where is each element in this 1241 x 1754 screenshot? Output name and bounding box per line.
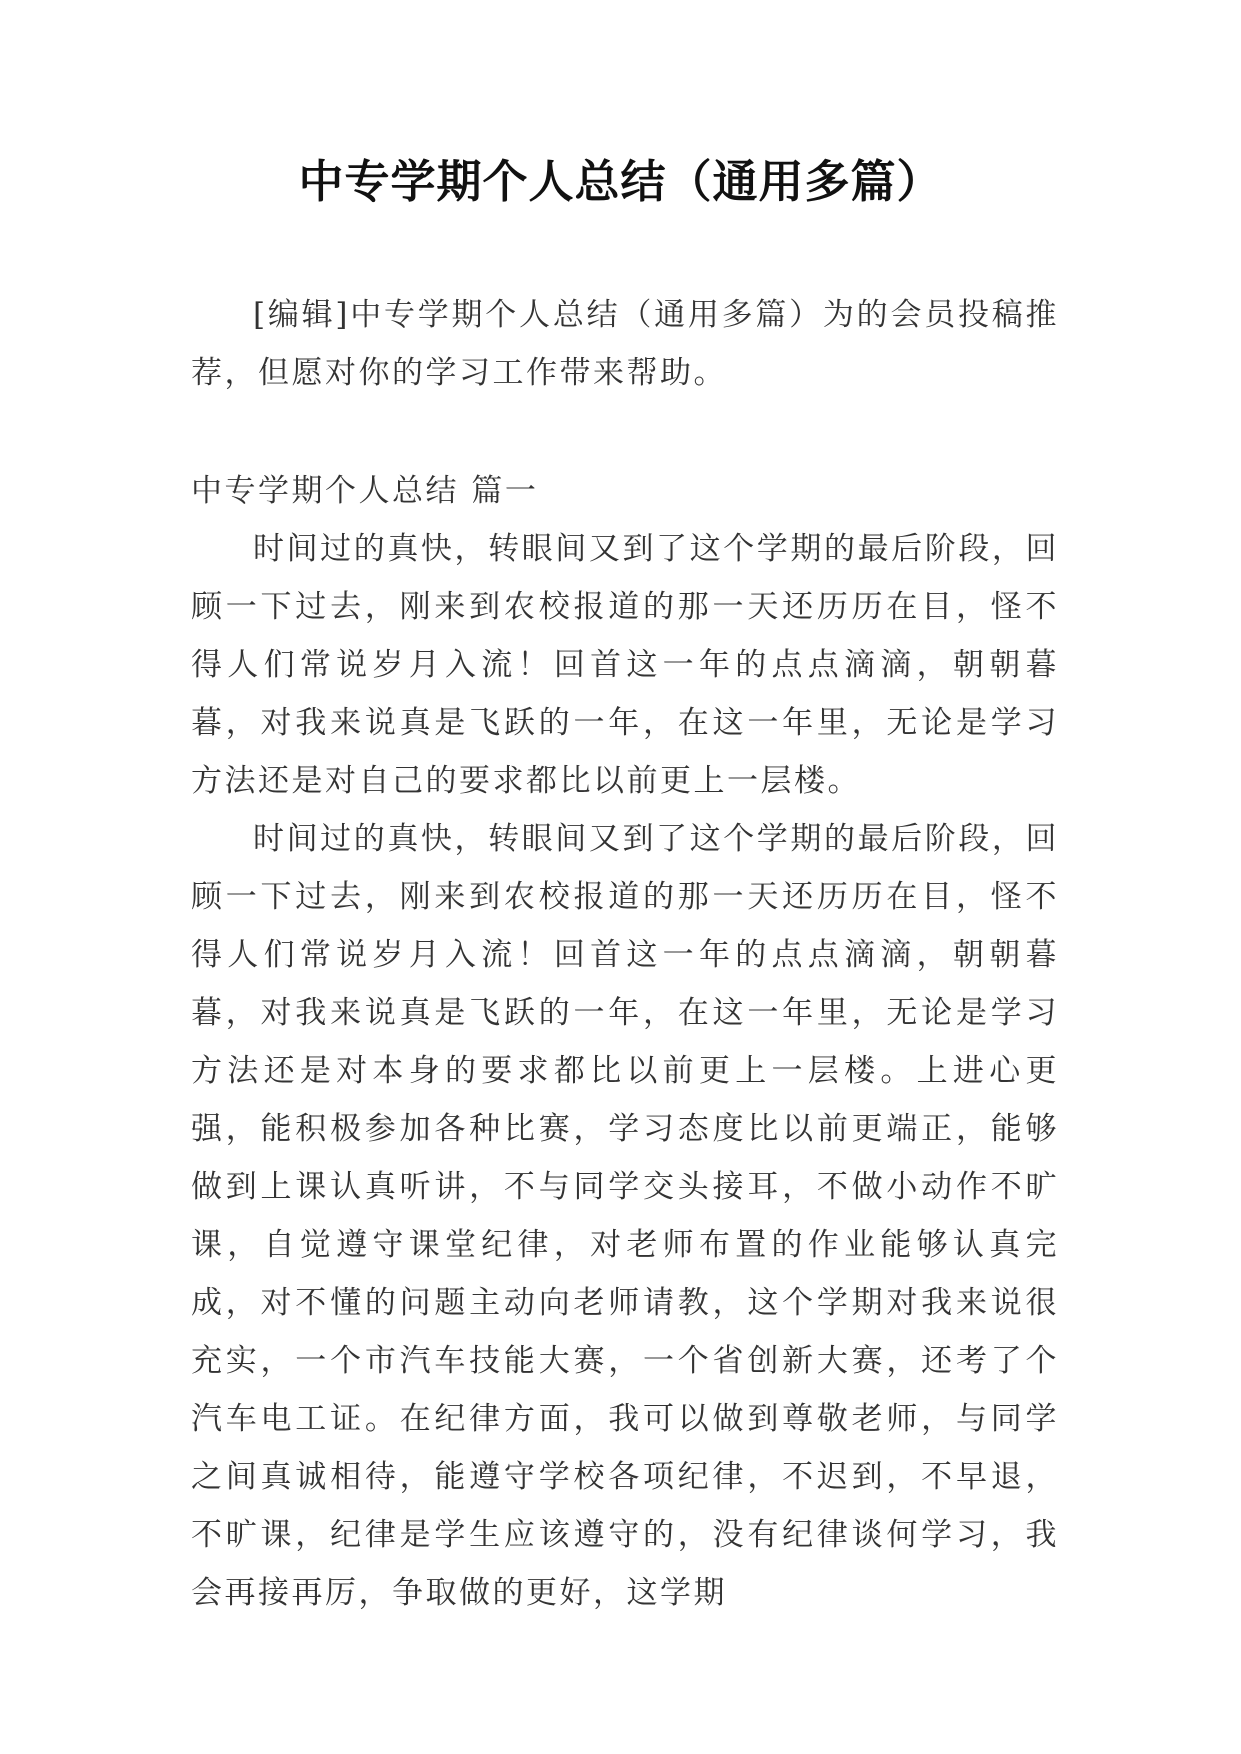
section-one <box>191 462 1059 1622</box>
section-heading: 中专学期个人总结 篇一 <box>191 473 539 509</box>
intro-paragraph: [编辑]中专学期个人总结（通用多篇）为的会员投稿推荐，但愿对你的学习工作带来帮助。 <box>191 297 1059 391</box>
document-title: 中专学期个人总结（通用多篇） <box>298 155 943 208</box>
body-paragraph-2: 时间过的真快，转眼间又到了这个学期的最后阶段，回顾一下过去，刚来到农校报道的那一天还历历在目，怪不得人们常说岁月入流！回首这一年的点点滴滴，朝朝暮暮，对我来说真是飞跃的一年，在这一年里，无论是学习方法还是对本身的要求都比以前更上一层楼。上进心更强，能积极参加各种比赛，学习态度比以前更端正，能够做到上课认真听讲，不与同学交头接耳，不做小动作不旷课，自觉遵守课堂纪律，对老师布置的作业能够认真完成，对不懂的问题主动向老师请教，这个学期对我来说很充实，一个市汽车技能大赛，一个省创新大赛，还考了个汽车电工证。在纪律方面，我可以做到尊敬老师，与同学之间真诚相待，能遵守学校各项纪律，不迟到，不早退，不旷课，纪律是学生应该遵守的，没有纪律谈何学习，我会再接再厉，争取做的更好，这学期 <box>191 821 1059 1611</box>
body-paragraph-1: 时间过的真快，转眼间又到了这个学期的最后阶段，回顾一下过去，刚来到农校报道的那一天还历历在目，怪不得人们常说岁月入流！回首这一年的点点滴滴，朝朝暮暮，对我来说真是飞跃的一年，在这一年里，无论是学习方法还是对自己的要求都比以前更上一层楼。 <box>191 531 1059 799</box>
intro-block <box>191 286 1059 402</box>
